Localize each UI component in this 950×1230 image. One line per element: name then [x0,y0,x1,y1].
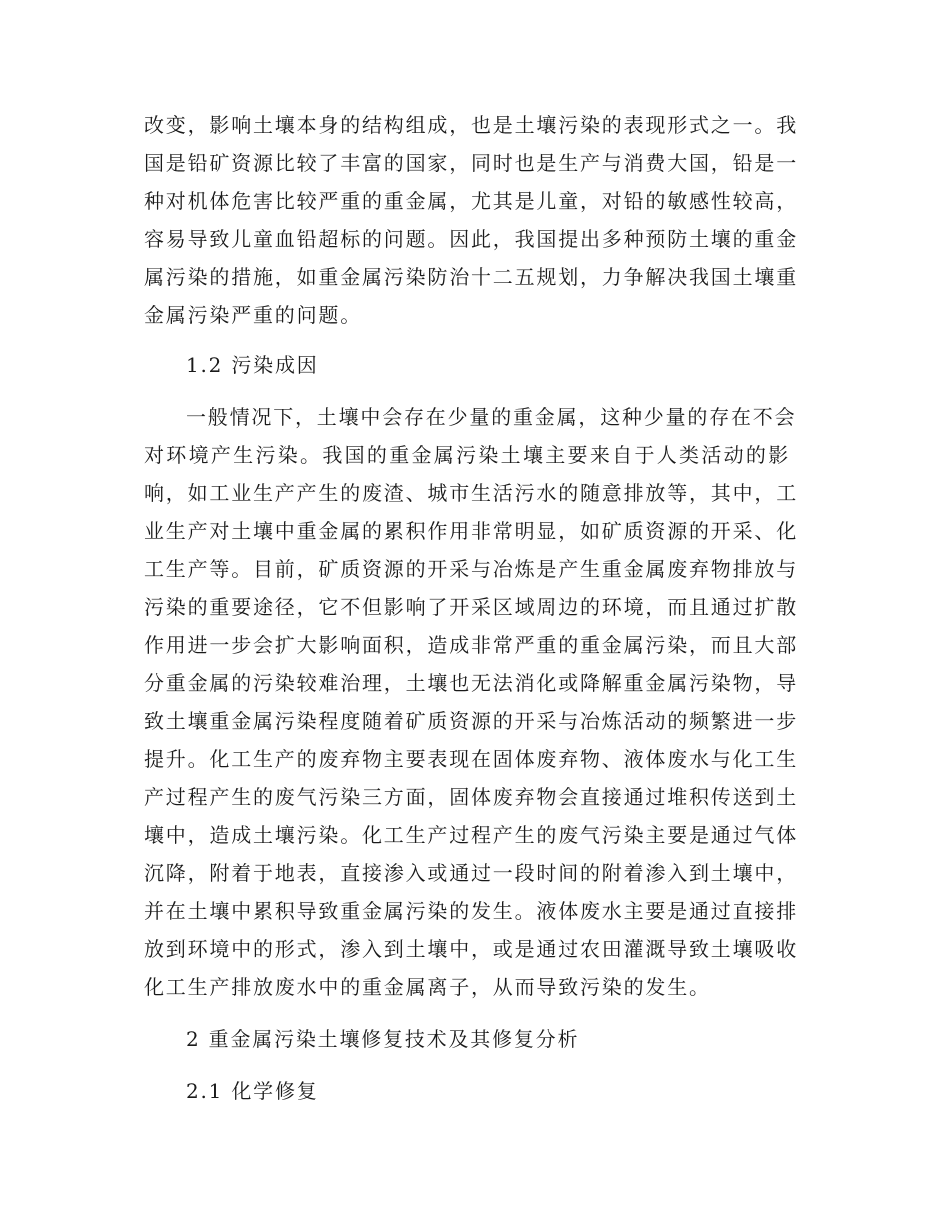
text-line: 产过程产生的废气污染三方面，固体废弃物会直接通过堆积传送到土 [144,785,798,809]
text-line: 改变，影响土壤本身的结构组成，也是土壤污染的表现形式之一。我 [144,113,798,137]
text-line: 业生产对土壤中重金属的累积作用非常明显，如矿质资源的开采、化 [144,519,798,543]
text-line: 污染的重要途径，它不但影响了开采区域周边的环境，而且通过扩散 [144,595,798,619]
section-heading-1-2: 1.2 污染成因 [186,353,319,377]
text-line: 国是铅矿资源比较了丰富的国家，同时也是生产与消费大国，铅是一 [144,151,798,175]
text-line: 容易导致儿童血铅超标的问题。因此，我国提出多种预防土壤的重金 [144,227,798,251]
text-line: 并在土壤中累积导致重金属污染的发生。液体废水主要是通过直接排 [144,899,798,923]
text-line: 壤中，造成土壤污染。化工生产过程产生的废气污染主要是通过气体 [144,823,798,847]
text-line: 提升。化工生产的废弃物主要表现在固体废弃物、液体废水与化工生 [144,747,798,771]
text-line: 对环境产生污染。我国的重金属污染土壤主要来自于人类活动的影 [144,443,790,467]
section-heading-2-1: 2.1 化学修复 [186,1079,319,1103]
text-line: 沉降，附着于地表，直接渗入或通过一段时间的附着渗入到土壤中， [144,861,798,885]
text-line: 金属污染严重的问题。 [144,303,362,327]
text-line: 致土壤重金属污染程度随着矿质资源的开采与冶炼活动的频繁进一步 [144,709,798,733]
text-line: 一般情况下，土壤中会存在少量的重金属，这种少量的存在不会 [186,405,797,429]
text-line: 分重金属的污染较难治理，土壤也无法消化或降解重金属污染物，导 [144,671,798,695]
text-line: 放到环境中的形式，渗入到土壤中，或是通过农田灌溉导致土壤吸收 [144,937,798,961]
text-line: 属污染的措施，如重金属污染防治十二五规划，力争解决我国土壤重 [144,265,798,289]
text-line: 种对机体危害比较严重的重金属，尤其是儿童，对铅的敏感性较高， [144,189,798,213]
text-line: 作用进一步会扩大影响面积，造成非常严重的重金属污染，而且大部 [144,633,798,657]
text-line: 响，如工业生产产生的废渣、城市生活污水的随意排放等，其中，工 [144,481,798,505]
text-line: 化工生产排放废水中的重金属离子，从而导致污染的发生。 [144,975,711,999]
section-heading-2: 2 重金属污染土壤修复技术及其修复分析 [186,1027,580,1051]
text-line: 工生产等。目前，矿质资源的开采与冶炼是产生重金属废弃物排放与 [144,557,798,581]
